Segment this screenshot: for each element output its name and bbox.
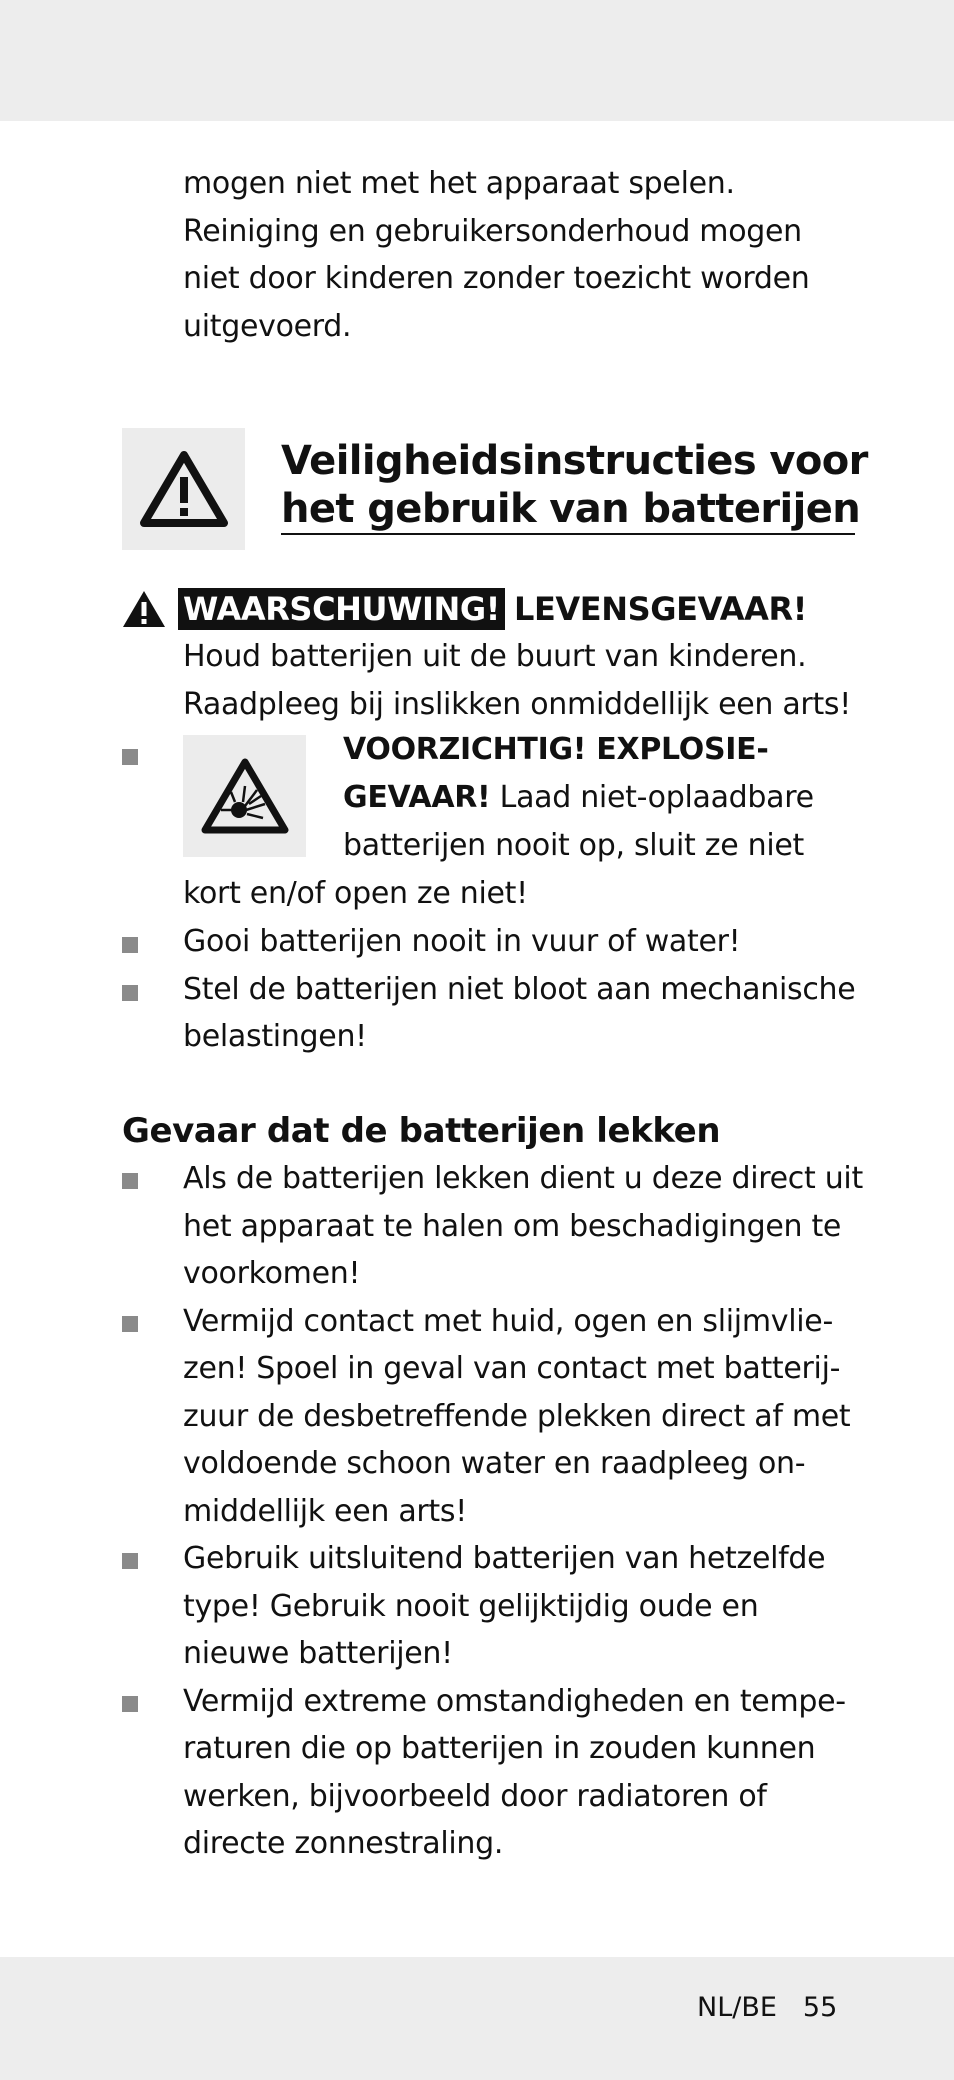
intro-paragraph	[183, 160, 883, 350]
list-item	[0, 1298, 954, 1536]
caution-bold: GEVAAR!	[343, 780, 491, 815]
top-band	[0, 0, 954, 121]
small-warning-icon	[122, 590, 166, 628]
warning-triangle-icon	[138, 449, 230, 529]
item-line: werken, bijvoorbeeld door radiatoren of	[183, 1778, 767, 1814]
language-code: NL/BE	[697, 1992, 777, 2023]
list-item: Gooi batterijen nooit in vuur of water!	[183, 924, 741, 959]
item-line: Vermijd extreme omstandigheden en tempe-	[183, 1683, 846, 1719]
warning-icon-box	[122, 428, 245, 550]
item-line: Als de batterijen lekken dient u deze direct uit	[183, 1161, 863, 1196]
heading-line: Veiligheidsinstructies voor	[281, 438, 868, 484]
caution-rest: Laad niet-oplaadbare	[490, 780, 814, 815]
item-line: middellijk een arts!	[183, 1493, 467, 1529]
page-number: 55	[802, 1992, 838, 2023]
heading-line: het gebruik van batterijen	[281, 486, 861, 532]
warning-label: WAARSCHUWING!	[178, 588, 505, 630]
item-line: type! Gebruik nooit gelijktijdig oude en	[183, 1588, 759, 1624]
warning-text: Houd batterijen uit de buurt van kinderen.	[183, 639, 807, 674]
intro-line: mogen niet met het apparaat spelen.	[183, 166, 735, 201]
intro-line: uitgevoerd.	[183, 308, 352, 344]
list-item: Stel de batterijen niet bloot aan mechanische	[183, 972, 856, 1007]
item-line: Gebruik uitsluitend batterijen van hetzelfde	[183, 1541, 826, 1576]
bullet-marker	[122, 985, 138, 1001]
list-item: belastingen!	[183, 1019, 367, 1054]
item-line: raturen die op batterijen in zouden kunnen	[183, 1731, 816, 1766]
subheading: Gevaar dat de batterijen lekken	[122, 1111, 721, 1151]
list-item	[0, 1155, 954, 1298]
bullet-marker	[122, 1553, 138, 1569]
item-line: voldoende schoon water en raadpleeg on-	[183, 1446, 806, 1481]
bullet-marker	[122, 1316, 138, 1332]
item-line: nieuwe batterijen!	[183, 1636, 453, 1671]
bullet-marker	[122, 1173, 138, 1189]
warning-text: Raadpleeg bij inslikken onmiddellijk een arts!	[183, 687, 851, 722]
item-line: Vermijd contact met huid, ogen en slijmvlie-	[183, 1303, 833, 1339]
list-item	[0, 1535, 954, 1678]
list-item	[0, 1678, 954, 1868]
section-heading	[281, 437, 868, 535]
intro-line: niet door kinderen zonder toezicht worden	[183, 261, 810, 296]
item-line: zuur de desbetreffende plekken direct af met	[183, 1398, 851, 1434]
item-line: het apparaat te halen om beschadigingen te	[183, 1208, 842, 1244]
bullet-marker	[122, 749, 138, 765]
item-line: voorkomen!	[183, 1256, 361, 1291]
intro-line: Reiniging en gebruikersonderhoud mogen	[183, 213, 802, 249]
explosion-icon-box	[183, 735, 306, 857]
item-line: directe zonnestraling.	[183, 1826, 504, 1861]
caution-heading: VOORZICHTIG! EXPLOSIE-	[343, 732, 769, 767]
item-line: zen! Spoel in geval van contact met batterij-	[183, 1351, 841, 1386]
warning-tail: LEVENSGEVAAR!	[513, 590, 807, 628]
caution-line: kort en/of open ze niet!	[183, 876, 528, 911]
bullet-marker	[122, 1696, 138, 1712]
page-footer	[697, 1988, 837, 2028]
bullet-marker	[122, 937, 138, 953]
caution-line: batterijen nooit op, sluit ze niet	[343, 828, 804, 863]
explosion-hazard-icon	[199, 756, 291, 836]
leak-list	[0, 1155, 954, 1868]
warning-line	[122, 586, 807, 632]
caution-line	[343, 774, 814, 822]
